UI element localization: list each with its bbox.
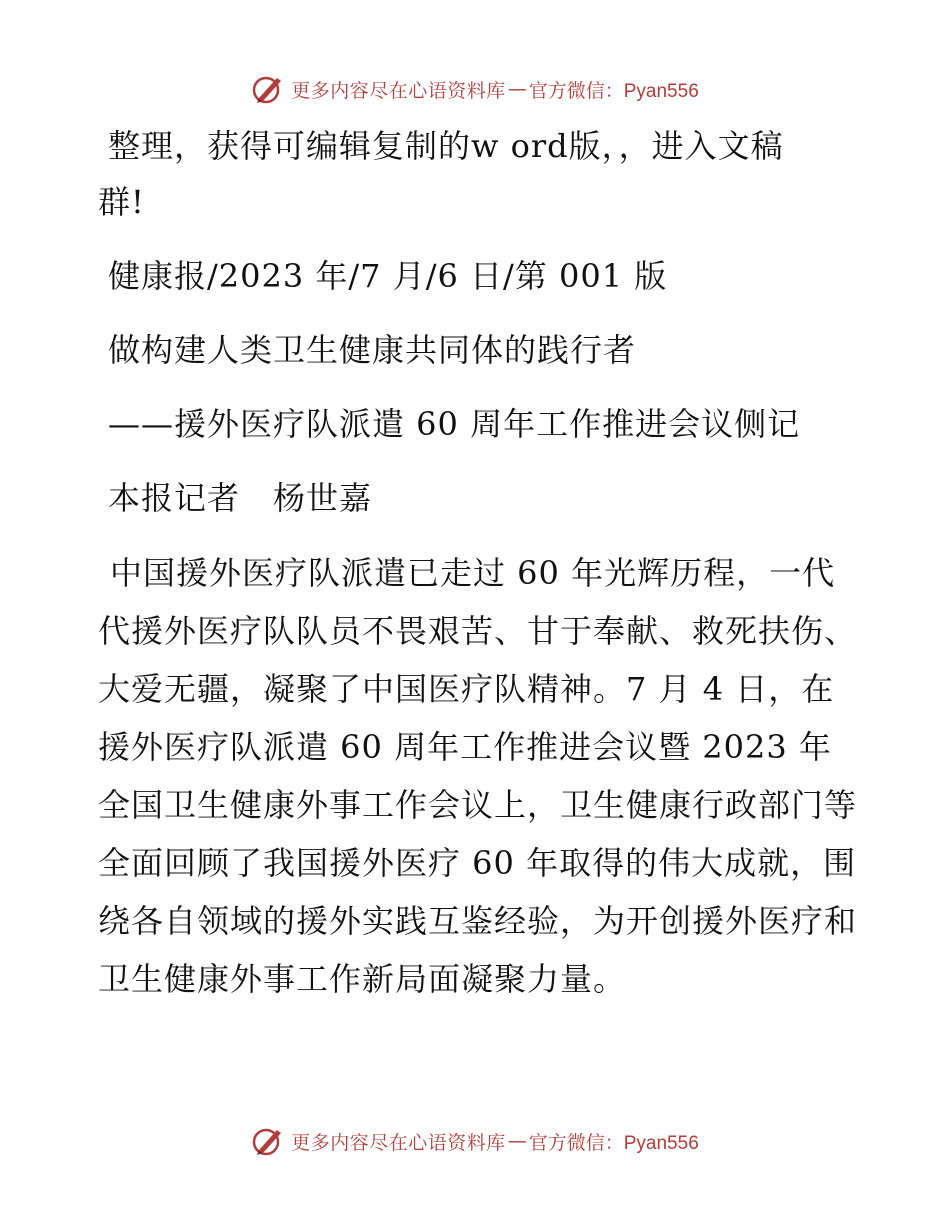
byline: 本报记者 杨世嘉 <box>108 479 373 517</box>
header-watermark <box>0 72 950 106</box>
watermark-text: 更多内容尽在心语资料库 <box>291 79 506 102</box>
watermark-text: 更多内容尽在心语资料库 <box>291 1131 506 1154</box>
source-line: 健康报/2023 年/7 月/6 日/第 001 版 <box>108 257 668 295</box>
watermark-separator: — <box>507 1130 527 1152</box>
pen-logo-icon <box>251 72 285 106</box>
footer-watermark <box>0 1124 950 1158</box>
article-title: 做构建人类卫生健康共同体的践行者 <box>108 331 637 369</box>
article-subtitle: ——援外医疗队派遣 60 周年工作推进会议侧记 <box>108 405 801 443</box>
intro-line: 整理，获得可编辑复制的w ord版，，进入文稿 <box>108 127 784 165</box>
document-body <box>98 118 858 1008</box>
pen-logo-icon <box>251 1124 285 1158</box>
watermark-wechat: 官方微信：Pyan556 <box>528 1132 699 1154</box>
body-paragraph: 中国援外医疗队派遣已走过 60 年光辉历程，一代代援外医疗队队员不畏艰苦、甘于奉献、救死扶伤、大爱无疆，凝聚了中国医疗队精神。7 月 4 日，在援外医疗队派遣 60 周年工作推进会议暨 2023 年全国卫生健康外事工作会议上，卫生健康行政部门等全面回顾了我国援外医疗 60 年取得的伟大成就，围绕各自领域的援外实践互鉴经验，为开创援外医疗和卫生健康外事工作新局面凝聚力量。 <box>98 554 858 998</box>
watermark-separator: — <box>507 78 527 100</box>
intro-line-cont: 群! <box>98 183 145 221</box>
watermark-wechat: 官方微信：Pyan556 <box>528 80 699 102</box>
